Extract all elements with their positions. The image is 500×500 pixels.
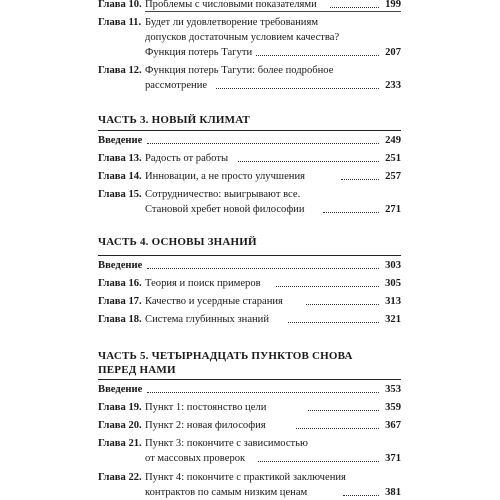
chapter-title-line: допусков достаточным условием качества? (145, 32, 340, 43)
page-number: 303 (385, 260, 401, 271)
chapter-title-line: Инновации, а не просто улучшения (145, 171, 306, 182)
page-number: 233 (385, 80, 401, 91)
leader-dots (238, 161, 379, 162)
toc-entry-chapter-16 (98, 276, 401, 291)
leader-dots (147, 392, 379, 393)
chapter-label: Глава 14. (98, 171, 142, 182)
toc-entry-chapter-14 (98, 169, 401, 184)
chapter-title-line: Пункт 2: новая философия (145, 420, 266, 431)
intro-label: Введение (98, 260, 143, 271)
toc-entry-intro (98, 258, 401, 273)
chapter-title-line: Функция потерь Тагути (145, 47, 253, 58)
part-heading (98, 363, 401, 378)
part-heading (98, 113, 401, 128)
chapter-title-line: Функция потерь Тагути: более подробное (145, 65, 334, 76)
chapter-title-line: Сотрудничество: выигрывают все. (145, 189, 301, 200)
chapter-title-line: Проблемы с числовыми показателями (145, 0, 317, 10)
page-number: 353 (385, 384, 401, 395)
chapter-title-line: Теория и поиск примеров (145, 278, 261, 289)
toc-entry-intro (98, 133, 401, 148)
leader-dots (341, 179, 379, 180)
intro-label: Введение (98, 384, 143, 395)
leader-dots (343, 495, 379, 496)
leader-dots (147, 143, 379, 144)
toc-entry-intro (98, 382, 401, 397)
chapter-title-line: Будет ли удовлетворение требованиям (145, 17, 319, 28)
toc-entry-chapter-21 (98, 436, 401, 466)
toc-entry-chapter-18 (98, 312, 401, 327)
part-rule (98, 379, 401, 380)
chapter-label: Глава 13. (98, 153, 142, 164)
intro-label: Введение (98, 135, 143, 146)
leader-dots (330, 7, 379, 8)
page-number: 321 (385, 314, 401, 325)
leader-dots (216, 88, 379, 89)
chapter-title-line: Становой хребет новой философии (145, 204, 305, 215)
chapter-title-line: рассмотрение (145, 80, 208, 91)
chapter-label: Глава 19. (98, 402, 142, 413)
toc-entry-chapter-19 (98, 400, 401, 415)
toc-entry-chapter-13 (98, 151, 401, 166)
chapter-label: Глава 15. (98, 189, 142, 200)
chapter-label: Глава 12. (98, 65, 142, 76)
leader-dots (308, 410, 379, 411)
chapter-title-line: Пункт 3: покончите с зависимостью (145, 438, 308, 449)
page-number: 207 (385, 47, 401, 58)
part-title: ЧАСТЬ 4. ОСНОВЫ ЗНАНИЙ (98, 236, 257, 248)
part-title: ПЕРЕД НАМИ (98, 364, 176, 376)
chapter-label: Глава 20. (98, 420, 142, 431)
part-rule (98, 130, 401, 131)
page-number: 381 (385, 487, 401, 498)
chapter-label: Глава 21. (98, 438, 142, 449)
chapter-title-line: Радость от работы (145, 153, 229, 164)
leader-dots (276, 286, 379, 287)
chapter-title-line: Система глубинных знаний (145, 314, 270, 325)
leader-dots (258, 461, 379, 462)
page-number: 305 (385, 278, 401, 289)
chapter-label: Глава 11. (98, 17, 142, 28)
chapter-title-line: Пункт 1: постоянство цели (145, 402, 267, 413)
toc-entry-chapter-22 (98, 470, 401, 500)
part-title: ЧАСТЬ 5. ЧЕТЫРНАДЦАТЬ ПУНКТОВ СНОВА (98, 350, 353, 362)
leader-dots (256, 55, 379, 56)
chapter-title-line: Пункт 4: покончите с практикой заключения (145, 472, 346, 483)
leader-dots (296, 428, 379, 429)
entry-underline (145, 11, 401, 12)
leader-dots (306, 304, 379, 305)
leader-dots (288, 322, 379, 323)
page-number: 199 (385, 0, 401, 10)
page-number: 371 (385, 453, 401, 464)
toc-entry-chapter-17 (98, 294, 401, 309)
leader-dots (323, 212, 379, 213)
page-number: 251 (385, 153, 401, 164)
toc-entry-chapter-15 (98, 187, 401, 217)
chapter-label: Глава 18. (98, 314, 142, 325)
page-number: 367 (385, 420, 401, 431)
chapter-label: Глава 22. (98, 472, 142, 483)
chapter-label: Глава 17. (98, 296, 142, 307)
page-number: 359 (385, 402, 401, 413)
page-number: 271 (385, 204, 401, 215)
chapter-title-line: Качество и усердные старания (145, 296, 283, 307)
leader-dots (147, 268, 379, 269)
chapter-label: Глава 16. (98, 278, 142, 289)
chapter-title-line: от массовых проверок (145, 453, 246, 464)
part-heading (98, 349, 401, 364)
part-heading (98, 235, 401, 250)
toc-entry-chapter-11 (98, 15, 401, 60)
page-number: 313 (385, 296, 401, 307)
page-number: 249 (385, 135, 401, 146)
chapter-title-line: контрактов по самым низким ценам (145, 487, 308, 498)
chapter-label: Глава 10. (98, 0, 142, 10)
part-title: ЧАСТЬ 3. НОВЫЙ КЛИМАТ (98, 114, 250, 126)
page-number: 257 (385, 171, 401, 182)
part-rule (98, 255, 401, 256)
toc-entry-chapter-20 (98, 418, 401, 433)
toc-entry-chapter-12 (98, 63, 401, 93)
